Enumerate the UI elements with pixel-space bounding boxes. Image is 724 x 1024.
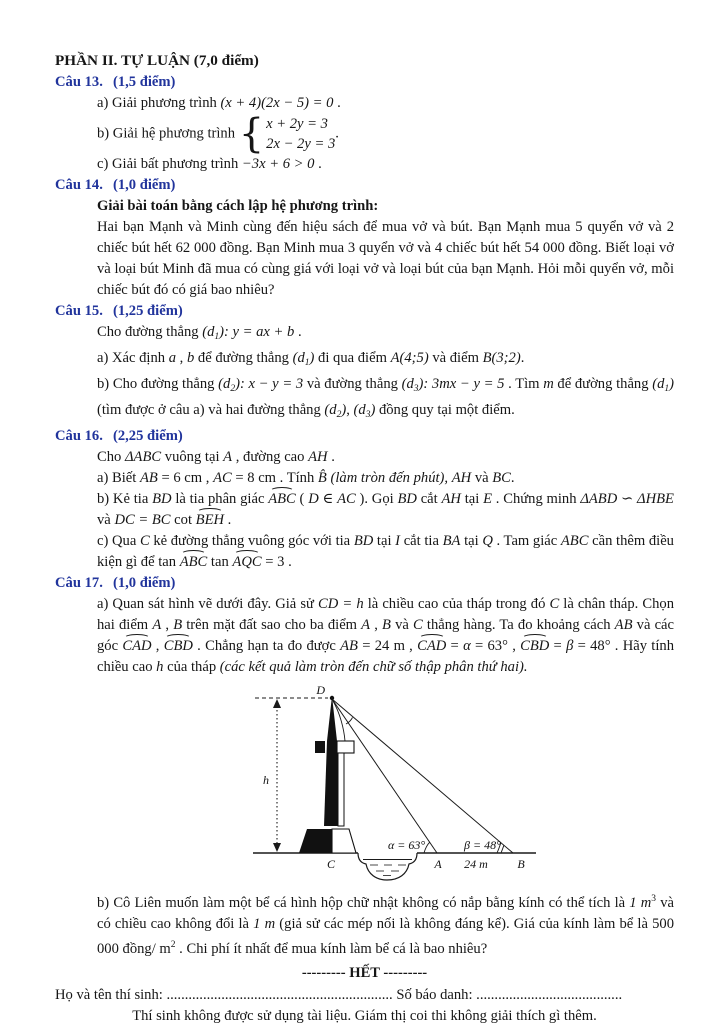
paragraph bbox=[97, 468, 674, 489]
text-run: để đường thẳng bbox=[194, 350, 293, 366]
text-run: tan bbox=[207, 554, 233, 570]
text-run: và bbox=[471, 470, 493, 486]
text-run: . bbox=[294, 324, 302, 340]
text-run: AQC bbox=[232, 552, 261, 573]
text-run: a) Quan sát hình vẽ dưới đây. Giả sử bbox=[97, 596, 319, 612]
text-run: AB bbox=[340, 638, 358, 654]
label-C: C bbox=[326, 857, 336, 871]
tower-figure bbox=[245, 683, 545, 883]
text-run: và các góc bbox=[97, 617, 675, 654]
text-run: ) bbox=[669, 376, 674, 392]
text-run: a) Xác định bbox=[97, 350, 169, 366]
label-alpha: α = 63° bbox=[388, 838, 426, 852]
text-run: AC bbox=[337, 491, 356, 507]
system-lines bbox=[266, 114, 335, 154]
text-run: b) Cho đường thẳng bbox=[97, 376, 219, 392]
system-equation: x + 2y = 3 bbox=[266, 116, 328, 132]
brace-icon: { bbox=[238, 111, 265, 157]
text-run: CD = h bbox=[318, 596, 364, 612]
text-run: ): 3mx − y = 5 bbox=[418, 376, 505, 392]
text-run: . bbox=[224, 512, 232, 528]
question-points: (2,25 điểm) bbox=[113, 428, 183, 444]
question-header bbox=[55, 573, 674, 594]
tower-apex-dot bbox=[330, 696, 334, 700]
text-run: (giả sử các mép nối là không đáng kể). Giá của kính làm bể là bbox=[275, 916, 653, 932]
text-run: cot bbox=[170, 512, 196, 528]
tower-diagram bbox=[245, 683, 545, 883]
text-run: ( bbox=[295, 491, 309, 507]
question bbox=[55, 175, 674, 301]
text-run: 2 bbox=[336, 410, 342, 420]
text-run: b) Cô Liên muốn làm một bể cá hình hộp chữ nhật không có nắp bằng kính có thể tích là bbox=[97, 895, 630, 911]
question-points: (1,0 điểm) bbox=[113, 575, 176, 591]
text-run: = 8 cm . Tính bbox=[231, 470, 318, 486]
text-run: (d bbox=[202, 324, 215, 340]
label-24m: 24 m bbox=[464, 857, 488, 871]
text-run: AB bbox=[614, 617, 633, 633]
text-run: tại bbox=[460, 533, 483, 549]
text-run: BD bbox=[152, 491, 172, 507]
question-points: (1,5 điểm) bbox=[113, 74, 176, 90]
text-run: ∽ bbox=[617, 491, 638, 507]
text-run: là chiều cao của tháp trong đó bbox=[363, 596, 550, 612]
question-number: Câu 14. bbox=[55, 177, 103, 193]
text-run: B(3;2) bbox=[482, 350, 521, 366]
text-run: AH bbox=[441, 491, 461, 507]
questions bbox=[55, 72, 674, 960]
text-run: a bbox=[168, 350, 177, 366]
text-run: tại bbox=[460, 491, 484, 507]
text-run: và có chiều cao không đổi là bbox=[97, 895, 674, 932]
text-run: . Tam giác bbox=[492, 533, 561, 549]
text-run: ΔHBE bbox=[637, 491, 674, 507]
text-run: a) Giải phương trình bbox=[97, 95, 221, 111]
text-run: tại bbox=[373, 533, 396, 549]
text-run: , bbox=[151, 638, 164, 654]
text-run: AH bbox=[308, 449, 328, 465]
paragraph bbox=[97, 348, 674, 374]
text-run: = bbox=[549, 638, 567, 654]
text-run: DC = BC bbox=[114, 512, 171, 528]
question bbox=[55, 72, 674, 175]
question-header bbox=[55, 175, 674, 196]
text-run: 2 bbox=[230, 384, 236, 394]
text-run: kẻ đường thẳng vuông góc với tia bbox=[149, 533, 354, 549]
paragraph bbox=[97, 489, 674, 531]
question-header bbox=[55, 72, 674, 93]
text-run: ). Gọi bbox=[355, 491, 398, 507]
text-run: (d bbox=[324, 402, 337, 418]
text-run: ΔABC bbox=[124, 449, 162, 465]
text-run: vuông tại bbox=[161, 449, 224, 465]
text-run: β bbox=[566, 638, 574, 654]
text-run: B bbox=[173, 617, 183, 633]
text-run: c) Giải bất phương trình bbox=[97, 156, 242, 172]
text-run: c) Qua bbox=[97, 533, 140, 549]
text-run: B bbox=[382, 617, 391, 633]
text-run: −3x + 6 > 0 bbox=[241, 156, 315, 172]
text-run: Cho bbox=[97, 449, 125, 465]
text-run: ABC bbox=[180, 552, 208, 573]
text-run: . Chứng minh bbox=[492, 491, 581, 507]
text-run: (d bbox=[292, 350, 305, 366]
text-run: . bbox=[314, 156, 322, 172]
text-run: 3 bbox=[413, 384, 419, 394]
text-run: b) Giải hệ phương trình bbox=[97, 125, 239, 142]
text-run: 3 bbox=[651, 894, 657, 904]
text-run: 2 bbox=[170, 940, 176, 950]
text-run: . bbox=[335, 125, 339, 142]
paragraph bbox=[97, 111, 674, 157]
paragraph bbox=[97, 447, 674, 468]
text-run: ABC bbox=[560, 533, 589, 549]
text-run: BEH bbox=[196, 510, 224, 531]
text-run: , bbox=[161, 617, 174, 633]
text-run: A bbox=[361, 617, 371, 633]
text-run: α bbox=[463, 638, 471, 654]
text-run: (làm tròn đến phút), bbox=[330, 470, 449, 486]
section-title: PHẦN II. TỰ LUẬN (7,0 điểm) bbox=[55, 52, 259, 69]
question-number: Câu 16. bbox=[55, 428, 103, 444]
text-run: D bbox=[308, 491, 319, 507]
text-run: A(4;5) bbox=[390, 350, 429, 366]
angle-arc-B1 bbox=[501, 845, 504, 853]
label-D: D bbox=[316, 683, 325, 697]
pedestal-right bbox=[332, 829, 356, 853]
text-run: ΔABD bbox=[580, 491, 618, 507]
text-run: đồng quy tại một điểm. bbox=[375, 402, 515, 418]
question-header bbox=[55, 301, 674, 322]
pedestal-left bbox=[299, 829, 332, 853]
text-run: 1 bbox=[304, 358, 310, 368]
text-run: = 24 m , bbox=[357, 638, 418, 654]
text-run: AC bbox=[213, 470, 232, 486]
text-run: a) Biết bbox=[97, 470, 140, 486]
text-run: và bbox=[390, 617, 414, 633]
ditch-outline bbox=[358, 853, 417, 880]
text-run: A bbox=[152, 617, 162, 633]
text-run: và điểm bbox=[428, 350, 483, 366]
paragraph bbox=[97, 217, 674, 301]
text-run: = 6 cm , bbox=[157, 470, 214, 486]
text-run: ): x − y = 3 bbox=[235, 376, 304, 392]
question-points: (1,0 điểm) bbox=[113, 177, 176, 193]
het-line: --------- HẾT --------- bbox=[301, 965, 428, 981]
paragraph bbox=[97, 196, 674, 217]
text-run: là chân tháp. Chọn hai điểm bbox=[97, 596, 674, 633]
text-run: ) bbox=[341, 402, 347, 418]
candidate-name-line: Họ và tên thí sinh: .............................................................. Số báo danh: ........................................ bbox=[55, 987, 623, 1003]
text-run: CBD bbox=[520, 636, 549, 657]
text-run: 3 bbox=[365, 410, 371, 420]
equation-system bbox=[238, 111, 336, 157]
question bbox=[55, 301, 674, 426]
text-run: I bbox=[395, 533, 401, 549]
paragraph bbox=[97, 154, 674, 175]
text-run: để đường thẳng bbox=[553, 376, 653, 392]
paragraph bbox=[97, 322, 674, 348]
text-run: 1 m bbox=[629, 895, 652, 911]
text-run: h bbox=[156, 659, 164, 675]
tower-column bbox=[338, 753, 344, 826]
text-run: . bbox=[520, 350, 525, 366]
text-run: . bbox=[333, 95, 341, 111]
text-run: , bbox=[370, 617, 383, 633]
text-run: C bbox=[139, 533, 150, 549]
text-run: A bbox=[223, 449, 233, 465]
text-run: (các kết quả làm tròn đến chữ số thập phân thứ hai). bbox=[219, 659, 528, 675]
label-h: h bbox=[263, 773, 269, 787]
text-run: C bbox=[549, 596, 560, 612]
text-run: Cho đường thẳng bbox=[97, 324, 203, 340]
system-equation: 2x − 2y = 3 bbox=[266, 136, 336, 152]
text-run: ): y = ax + b bbox=[219, 324, 295, 340]
exam-note: Thí sinh không được sử dụng tài liệu. Giám thị coi thi không giải thích gì thêm. bbox=[132, 1008, 597, 1024]
text-run: cắt tia bbox=[400, 533, 443, 549]
text-run: trên mặt đất sao cho ba điểm bbox=[182, 617, 362, 633]
text-run: và bbox=[97, 512, 115, 528]
question-points: (1,25 điểm) bbox=[113, 303, 183, 319]
tower-crossbar-left bbox=[315, 741, 325, 753]
text-run: = 48° . Hãy tính chiều cao bbox=[97, 638, 674, 675]
paragraph bbox=[97, 594, 674, 678]
text-run: m bbox=[543, 376, 554, 392]
text-run: . bbox=[327, 449, 335, 465]
question bbox=[55, 426, 674, 573]
paragraph bbox=[97, 93, 674, 114]
text-run: CBD bbox=[164, 636, 193, 657]
question-number: Câu 15. bbox=[55, 303, 103, 319]
text-run: . Tìm bbox=[504, 376, 544, 392]
text-run: . Chẳng hạn ta đo được bbox=[192, 638, 341, 654]
question bbox=[55, 573, 674, 960]
text-run: C bbox=[413, 617, 423, 633]
text-run: ) bbox=[309, 350, 315, 366]
question-number: Câu 17. bbox=[55, 575, 103, 591]
label-beta: β = 48° bbox=[464, 838, 501, 852]
label-B: B bbox=[517, 857, 525, 871]
text-run: BD bbox=[353, 533, 374, 549]
text-run: b bbox=[186, 350, 195, 366]
text-run: cần thêm điều kiện gì để tan bbox=[97, 533, 674, 570]
text-run: . bbox=[510, 470, 515, 486]
text-run: , đường cao bbox=[232, 449, 309, 465]
text-run: BA bbox=[442, 533, 461, 549]
text-run: 1 bbox=[214, 332, 220, 342]
text-run: ) bbox=[370, 402, 376, 418]
text-run: B̂ bbox=[317, 470, 327, 486]
text-run: = bbox=[446, 638, 464, 654]
text-run: (d bbox=[652, 376, 665, 392]
tower-crossbar-right bbox=[337, 741, 354, 753]
text-run: E bbox=[483, 491, 493, 507]
text-run: (d bbox=[218, 376, 231, 392]
text-run: Giải bài toán bằng cách lập hệ phương trình: bbox=[97, 198, 379, 214]
text-run: Hai bạn Mạnh và Minh cùng đến hiệu sách để mua vở và bút. Bạn Mạnh mua 5 quyển vở và 2 chiếc bút hết 62 000 đồng. Bạn Minh mua 3 quyển vở và 4 chiếc bút hết 54 000 đồng. Biết loại vở và loại bút Minh đã mua có cùng giá với loại vở và loại bút của bạn Mạnh. Hỏi mỗi quyển vở, mỗi chiếc bút đó có giá bao nhiêu? bbox=[97, 219, 674, 298]
question-number: Câu 13. bbox=[55, 74, 103, 90]
text-run: BC bbox=[492, 470, 511, 486]
text-run: đi qua điểm bbox=[314, 350, 391, 366]
paragraph bbox=[97, 889, 674, 960]
label-A: A bbox=[434, 857, 442, 871]
text-run: AB bbox=[139, 470, 158, 486]
text-run: CAD bbox=[122, 636, 151, 657]
text-run: (d bbox=[401, 376, 414, 392]
text-run: cắt bbox=[416, 491, 442, 507]
text-run: của tháp bbox=[163, 659, 220, 675]
text-run: . Chi phí ít nhất để mua kính làm bể cá là bao nhiêu? bbox=[175, 941, 488, 957]
text-run: 500 000 đồng/ m bbox=[97, 916, 674, 957]
arrow-down-icon bbox=[273, 843, 281, 852]
text-run: ∈ bbox=[318, 491, 338, 507]
text-run: và đường thẳng bbox=[303, 376, 402, 392]
text-run: = 3 . bbox=[261, 554, 292, 570]
text-run: là tia phân giác bbox=[171, 491, 269, 507]
text-run: Q bbox=[482, 533, 493, 549]
text-run: (tìm được ở câu a) và hai đường thẳng bbox=[97, 402, 325, 418]
text-run: (d bbox=[353, 402, 366, 418]
text-run: , bbox=[346, 402, 354, 418]
text-run: ABC bbox=[268, 489, 296, 510]
paragraph bbox=[97, 531, 674, 573]
text-run: 1 m bbox=[253, 916, 276, 932]
text-run: , bbox=[176, 350, 187, 366]
sight-line-DB bbox=[332, 699, 513, 853]
question-header bbox=[55, 426, 674, 447]
text-run: 1 bbox=[664, 384, 670, 394]
text-run: CAD bbox=[417, 636, 446, 657]
text-run: (x + 4)(2x − 5) = 0 bbox=[220, 95, 334, 111]
text-run: = 63° , bbox=[470, 638, 521, 654]
text-run: thẳng hàng. Ta đo khoảng cách bbox=[422, 617, 615, 633]
text-run: BD bbox=[397, 491, 417, 507]
text-run: b) Kẻ tia bbox=[97, 491, 153, 507]
paragraph bbox=[97, 374, 674, 426]
text-run: AH bbox=[451, 470, 472, 486]
arrow-up-icon bbox=[273, 699, 281, 708]
